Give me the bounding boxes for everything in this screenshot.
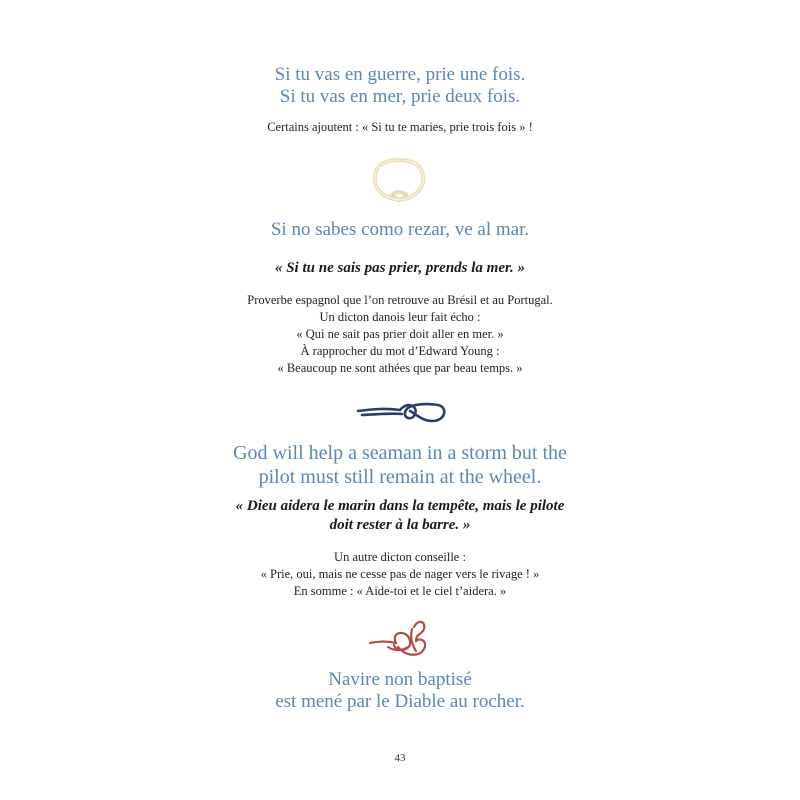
notes-spanish — [0, 292, 800, 377]
note-line: Proverbe espagnol que l’on retrouve au Brésil et au Portugal. — [247, 293, 553, 307]
translation-line: « Dieu aidera le marin dans la tempête, mais le pilote — [235, 498, 565, 514]
note-line: « Qui ne sait pas prier doit aller en mer. » — [296, 327, 504, 341]
translation-line: doit rester à la barre. » — [329, 517, 471, 533]
translation-line: « Si tu ne sais pas prier, prends la mer. » — [274, 260, 526, 276]
proverb-line: God will help a seaman in a storm but the — [233, 442, 567, 464]
translation-spanish — [0, 259, 800, 278]
proverb-line: Si no sabes como rezar, ve al mar. — [270, 219, 530, 240]
proverb-english — [0, 441, 800, 489]
cream-loop-knot-icon — [369, 152, 429, 207]
note-line: En somme : « Aide-toi et le ciel t’aidera. » — [293, 584, 507, 598]
note-line: « Prie, oui, mais ne cesse pas de nager vers le rivage ! » — [260, 567, 540, 581]
note-line: Un dicton danois leur fait écho : — [319, 310, 481, 324]
page-number: 43 — [394, 752, 406, 764]
red-rope-knot-icon — [368, 617, 432, 663]
note-line: À rapprocher du mot d’Edward Young : — [300, 344, 500, 358]
note-marriage — [0, 119, 800, 136]
note-line: Un autre dicton conseille : — [334, 550, 466, 564]
proverb-line: est mené par le Diable au rocher. — [275, 691, 525, 712]
note-line: « Beaucoup ne sont athées que par beau temps. » — [277, 361, 523, 375]
proverb-spanish — [0, 219, 800, 241]
navy-rope-knot-icon — [356, 397, 448, 427]
proverb-line: Si tu vas en mer, prie deux fois. — [279, 86, 521, 107]
notes-english — [0, 549, 800, 600]
proverb-line: Navire non baptisé — [328, 669, 472, 690]
proverb-line: Si tu vas en guerre, prie une fois. — [274, 64, 526, 85]
translation-english — [0, 497, 800, 535]
proverb-unbaptized-ship — [0, 669, 800, 713]
proverb-line: pilot must still remain at the wheel. — [258, 466, 542, 488]
proverb-french-war-sea — [0, 64, 800, 108]
note-line: Certains ajoutent : « Si tu te maries, prie trois fois » ! — [267, 120, 533, 134]
